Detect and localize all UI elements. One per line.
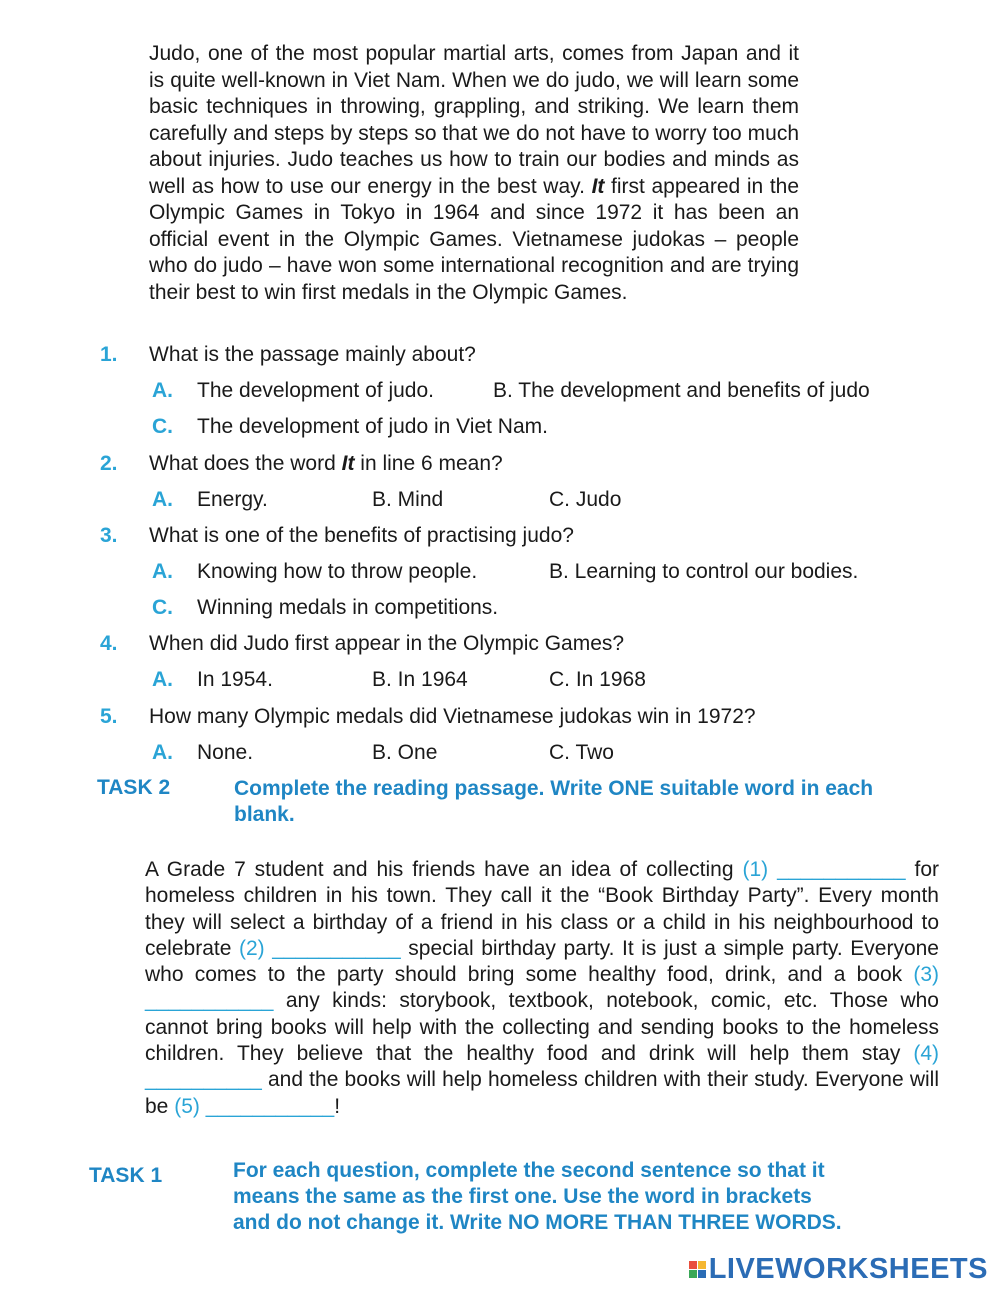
option-letter: C. xyxy=(152,415,173,438)
logo-icon xyxy=(689,1261,706,1278)
option-b[interactable]: B. One xyxy=(372,741,438,764)
question-it-word: It xyxy=(341,452,355,475)
passage-text-part2: first appeared in the Olympic Games in Tokyo in 1964 and since 1972 it has been an official event in the Olympic Games. Vietnamese judokas – people who do judo – have won some international recognition and are trying their best to win first medals in the Olympic Games. xyxy=(149,174,800,304)
option-letter: A. xyxy=(152,379,173,402)
option-letter: A. xyxy=(152,560,173,583)
option-c[interactable]: C. Judo xyxy=(549,488,622,511)
blank-number: (2) xyxy=(238,936,265,960)
task1-instruction: For each question, complete the second sentence so that it means the same as the first one. Use the word in brackets and do not change it. Write NO MORE THAN THREE WORDS. xyxy=(233,1159,842,1234)
blank-number: (5) xyxy=(174,1094,200,1118)
option-a[interactable]: None. xyxy=(197,741,254,764)
passage-text: any kinds: storybook, textbook, notebook, comic, etc. Those who cannot bring books will help with the collecting and sending books to the homeless children. They believe that the healthy food and drink will help them stay xyxy=(145,989,939,1066)
task2-label: TASK 2 xyxy=(97,776,171,799)
option-c[interactable]: C. Two xyxy=(549,741,614,764)
option-letter: A. xyxy=(152,488,173,511)
passage-text: and the books will help homeless children with their study. Everyone will be xyxy=(145,1068,939,1118)
blank-4-input[interactable]: __________ xyxy=(145,1068,262,1092)
passage-text: ! xyxy=(334,1094,341,1118)
option-c[interactable]: The development of judo in Viet Nam. xyxy=(197,415,548,438)
question-number: 1. xyxy=(100,343,118,366)
question-number: 2. xyxy=(100,452,118,475)
option-a[interactable]: In 1954. xyxy=(197,668,273,691)
option-b[interactable]: B. Learning to control our bodies. xyxy=(549,560,859,583)
gap-fill-passage xyxy=(145,857,939,1120)
blank-3-input[interactable]: ___________ xyxy=(145,989,274,1013)
blank-5-input[interactable]: ___________ xyxy=(205,1094,335,1118)
passage-it-word: It xyxy=(591,174,605,198)
option-c[interactable]: Winning medals in competitions. xyxy=(197,596,499,619)
option-b[interactable]: B. The development and benefits of judo xyxy=(493,379,870,402)
option-a[interactable]: Energy. xyxy=(197,488,268,511)
passage-text: special birthday party. It is just a simple party. Everyone who comes to the party should bring some healthy food, drink, and a book xyxy=(145,936,939,987)
option-letter: C. xyxy=(152,596,173,619)
blank-number: (3) xyxy=(913,963,939,987)
blank-number: (4) xyxy=(913,1042,939,1066)
passage-text: for homeless children in his town. They call it the “Book Birthday Party”. Every month they will select a birthday of a friend in his class or a child in his neighbourhood to celebrate xyxy=(145,858,939,960)
question-text-part: What does the word xyxy=(149,452,342,475)
question-number: 4. xyxy=(100,632,118,655)
logo-text: LIVEWORKSHEETS xyxy=(708,1252,988,1285)
question-text: When did Judo first appear in the Olympic Games? xyxy=(149,632,625,655)
task2-instruction: Complete the reading passage. Write ONE suitable word in each blank. xyxy=(234,777,874,826)
option-c[interactable]: C. In 1968 xyxy=(549,668,646,691)
question-text: How many Olympic medals did Vietnamese judokas win in 1972? xyxy=(149,705,756,728)
option-b[interactable]: B. In 1964 xyxy=(372,668,468,691)
question-text-part: in line 6 mean? xyxy=(354,452,503,475)
question-text xyxy=(149,452,503,476)
reading-passage xyxy=(149,41,799,306)
task1-label: TASK 1 xyxy=(89,1164,163,1187)
passage-text-part1: Judo, one of the most popular martial arts, comes from Japan and it is quite well-known in Viet Nam. When we do judo, we will learn some basic techniques in throwing, grappling, and striking. We learn them carefully and steps by steps so that we do not have to worry too much about injuries. Judo teaches us how to train our bodies and minds as well as how to use our energy in the best way. xyxy=(149,42,799,198)
passage-text: A Grade 7 student and his friends have an idea of collecting xyxy=(145,858,743,881)
blank-2-input[interactable]: ___________ xyxy=(272,936,401,960)
option-a[interactable]: Knowing how to throw people. xyxy=(197,560,478,583)
question-number: 3. xyxy=(100,524,118,547)
question-text: What is one of the benefits of practising judo? xyxy=(149,524,574,547)
question-text: What is the passage mainly about? xyxy=(149,343,476,366)
question-number: 5. xyxy=(100,705,118,728)
blank-number: (1) xyxy=(742,858,769,881)
option-letter: A. xyxy=(152,668,173,691)
option-a[interactable]: The development of judo. xyxy=(197,379,434,402)
blank-1-input[interactable]: ___________ xyxy=(777,858,906,881)
liveworksheets-logo xyxy=(689,1254,988,1284)
option-letter: A. xyxy=(152,741,173,764)
option-b[interactable]: B. Mind xyxy=(372,488,444,511)
